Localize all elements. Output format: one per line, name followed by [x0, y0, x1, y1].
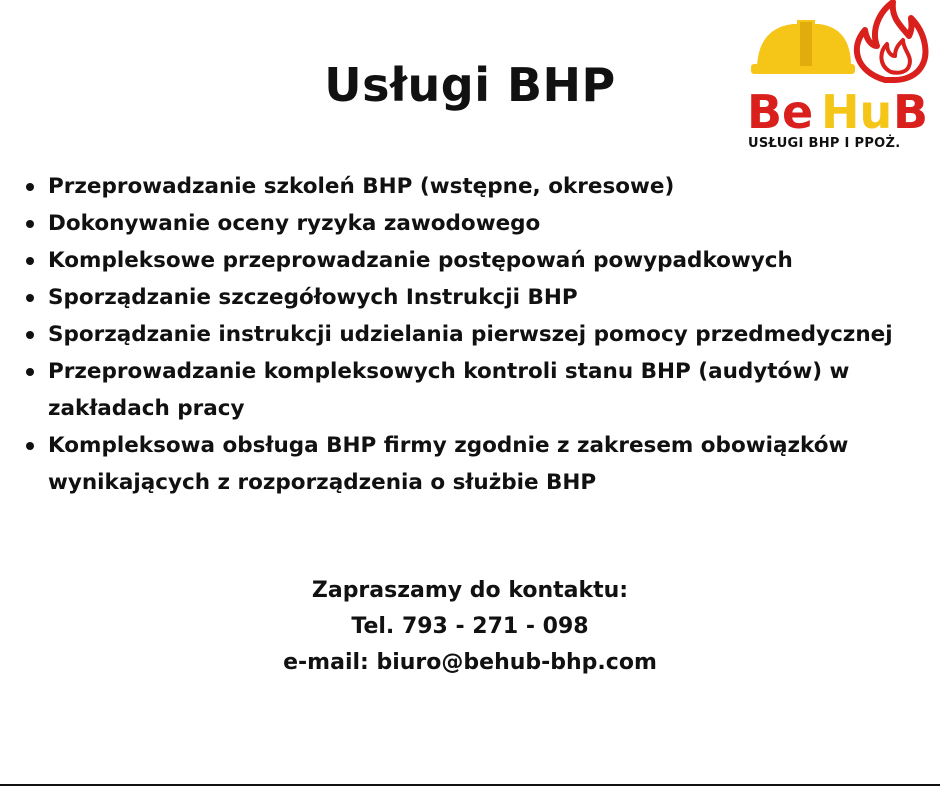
- services-list: [22, 168, 927, 501]
- service-item: [22, 242, 927, 279]
- bullet-icon: [26, 220, 34, 228]
- contact-invite: Zapraszamy do kontaktu:: [311, 578, 629, 603]
- bullet-icon: [26, 331, 34, 339]
- flame-icon: [857, 2, 926, 80]
- service-item: [22, 353, 927, 427]
- service-text: Przeprowadzanie szkoleń BHP (wstępne, okresowe): [48, 174, 675, 199]
- service-text: Sporządzanie szczegółowych Instrukcji BHP: [48, 285, 578, 310]
- brand-part-hu: Hu: [821, 85, 893, 139]
- service-text: Kompleksowe przeprowadzanie postępowań powypadkowych: [48, 248, 793, 273]
- contact-phone: Tel. 793 - 271 - 098: [351, 614, 589, 639]
- service-item: [22, 279, 927, 316]
- service-item: [22, 427, 927, 501]
- service-item: [22, 168, 927, 205]
- company-logo: [745, 0, 935, 160]
- bullet-icon: [26, 294, 34, 302]
- brand-wordmark: [747, 85, 928, 139]
- brand-part-b: B: [893, 85, 929, 139]
- helmet-icon: [751, 20, 855, 74]
- service-item: [22, 205, 927, 242]
- bullet-icon: [26, 368, 34, 376]
- bullet-icon: [26, 442, 34, 450]
- contact-email: e-mail: biuro@behub-bhp.com: [283, 650, 657, 675]
- bullet-icon: [26, 257, 34, 265]
- service-text: Przeprowadzanie kompleksowych kontroli stanu BHP (audytów) w zakładach pracy: [48, 359, 850, 421]
- bullet-icon: [26, 183, 34, 191]
- logo-graphic: [745, 0, 935, 140]
- bottom-divider: [0, 784, 940, 786]
- service-text: Kompleksowa obsługa BHP firmy zgodnie z zakresem obowiązków wynikających z rozporządzenia o służbie BHP: [48, 433, 849, 495]
- logo-tagline: USŁUGI BHP I PPOŻ.: [748, 136, 901, 151]
- brand-part-be: Be: [747, 85, 814, 139]
- service-text: Dokonywanie oceny ryzyka zawodowego: [48, 211, 541, 236]
- service-item: [22, 316, 927, 353]
- page-title: Usługi BHP: [324, 58, 616, 112]
- service-text: Sporządzanie instrukcji udzielania pierwszej pomocy przedmedycznej: [48, 322, 893, 347]
- contact-block: [170, 573, 770, 681]
